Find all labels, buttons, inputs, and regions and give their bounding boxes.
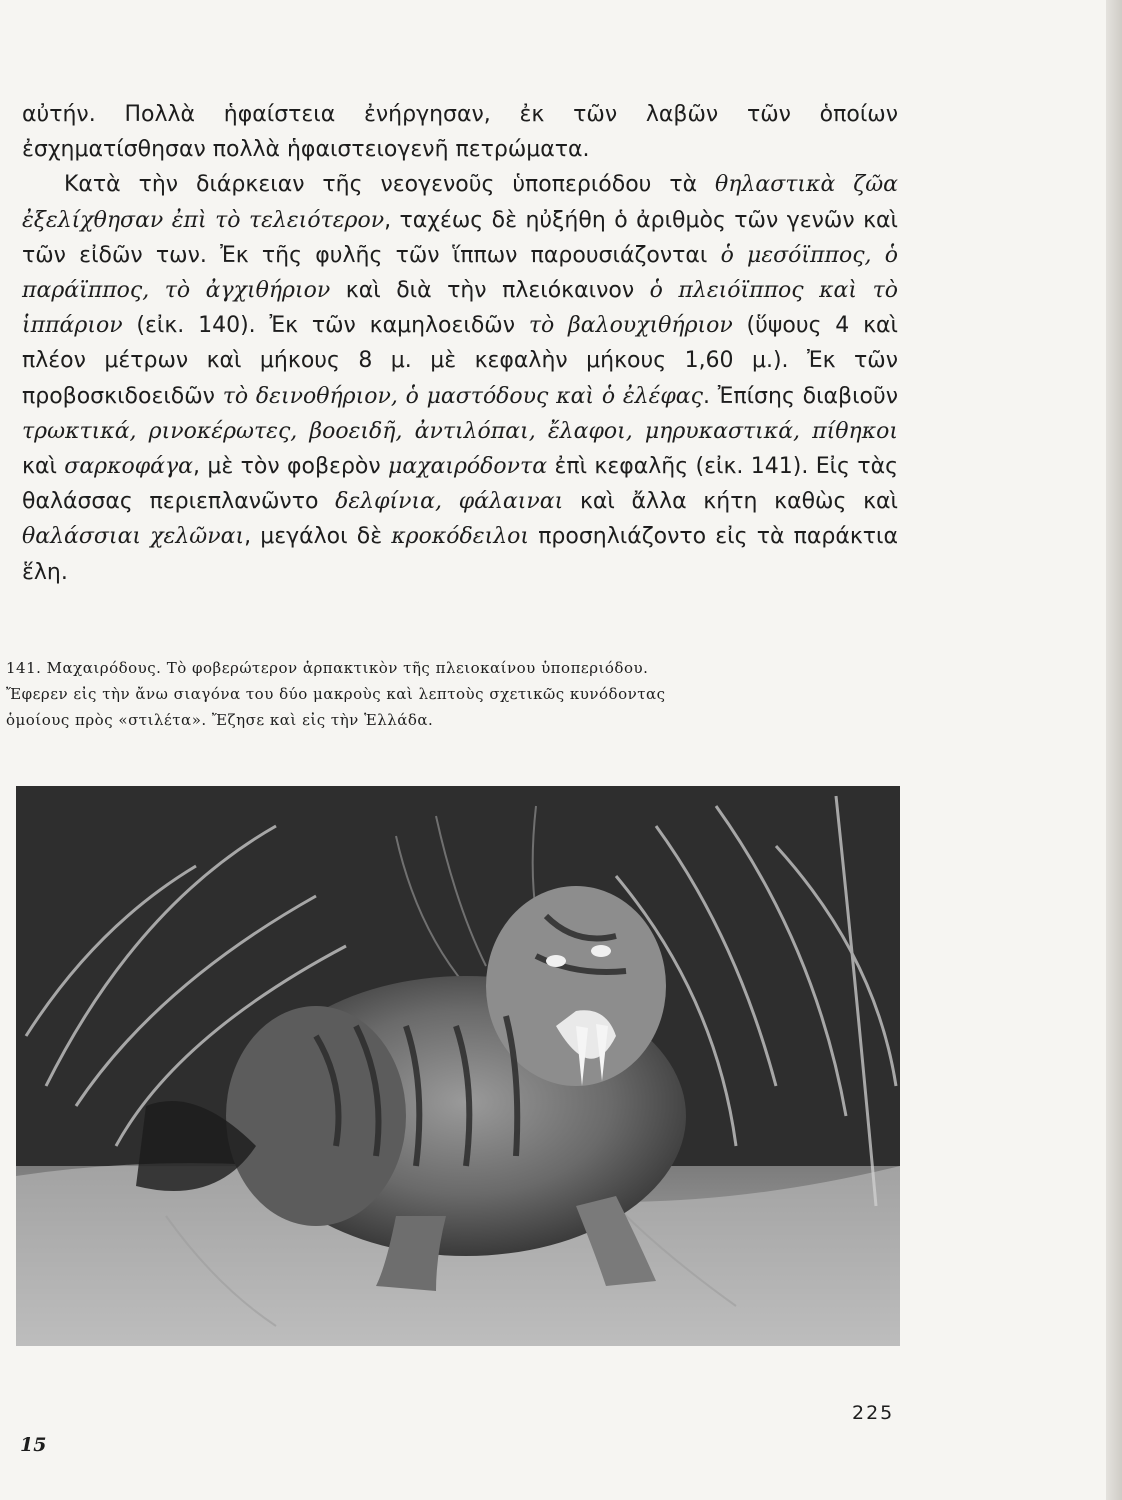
text-span: προσηλιάζοντο εἰς τὰ παράκτια ἕλη. [22,524,898,585]
caption-line: Ἔφερεν εἰς τὴν ἄνω σιαγόνα του δύο μακροὺς καὶ λεπτοὺς σχετικῶς κυνόδοντας [6,685,666,703]
italic-term: ὁ μεσόϊππος, ὁ παράϊππος, τὸ ἀγχιθήριον [22,242,898,304]
text-span: καὶ διὰ τὴν πλειόκαινον [330,278,650,304]
italic-term: τὸ βαλουχιθήριον [528,313,733,339]
text-span: . Ἐπίσης διαβιοῦν [702,383,898,409]
text-span: (εἰκ. 140). Ἐκ τῶν καμηλοειδῶν [122,313,529,339]
italic-term: δελφίνια, φάλαιναι [335,489,564,515]
text-span: , ταχέως δὲ ηὐξήθη ὁ ἀριθμὸς τῶν γενῶν καὶ τῶν εἰδῶν των. Ἐκ τῆς φυλῆς τῶν ἵππων παρουσιάζονται [22,207,898,268]
italic-term: τὸ δεινοθήριον, ὁ μαστόδους καὶ ὁ ἐλέφας [222,383,703,409]
italic-term: μαχαιρόδοντα [388,454,548,480]
figure-image [16,786,900,1346]
caption-line: 141. Μαχαιρόδους. Τὸ φοβερώτερον ἁρπακτικὸν τῆς πλειοκαίνου ὑποπεριόδου. [6,659,649,677]
caption-line: ὁμοίους πρὸς «στιλέτα». Ἔζησε καὶ εἰς τὴν Ἑλλάδα. [6,711,434,729]
italic-term: θηλαστικὰ ζῶα ἐξελίχθησαν ἐπὶ τὸ τελειότερον [22,172,898,233]
text-span: καὶ [22,454,65,480]
paragraph-1: αὐτήν. Πολλὰ ἡφαίστεια ἐνήργησαν, ἐκ τῶν λαβῶν τῶν ὁποίων ἐσχηματίσθησαν πολλὰ ἡφαιστειογενῆ πετρώματα. [22,102,898,163]
text-span: ἐπὶ κεφαλῆς (εἰκ. 141). Εἰς τὰς θαλάσσας περιεπλανῶντο [22,454,899,515]
binding-edge [1106,0,1122,1500]
italic-term: σαρκοφάγα [64,454,194,480]
text-span: , μεγάλοι δὲ [244,524,392,550]
italic-term: θαλάσσιαι χελῶναι [22,524,245,550]
page-number: 225 [852,1402,895,1424]
text-span: , μὲ τὸν φοβερὸν [193,454,389,480]
paragraph-2 [22,167,898,589]
text-span: (ὕψους 4 καὶ πλέον μέτρων καὶ μήκους 8 μ. μὲ κεφαλὴν μήκους 1,60 μ.). Ἐκ τῶν προβοσκιδοειδῶν [22,313,898,409]
italic-term: κροκόδειλοι [391,524,530,550]
signature-mark: 15 [20,1434,47,1456]
italic-term: τρωκτικά, ρινοκέρωτες, βοοειδῆ, ἀντιλόπαι, ἔλαφοι, μηρυκαστικά, πίθηκοι [22,418,898,444]
text-span: καὶ ἄλλα κήτη καθὼς καὶ [563,489,898,515]
figure-caption [6,655,900,733]
italic-term: ὁ πλειόϊππος καὶ τὸ ἱππάριον [22,278,898,339]
text-span: Κατὰ τὴν διάρκειαν τῆς νεογενοῦς ὑποπεριόδου τὰ [64,172,716,198]
machairodus-illustration [16,786,900,1346]
body-text [22,97,898,590]
